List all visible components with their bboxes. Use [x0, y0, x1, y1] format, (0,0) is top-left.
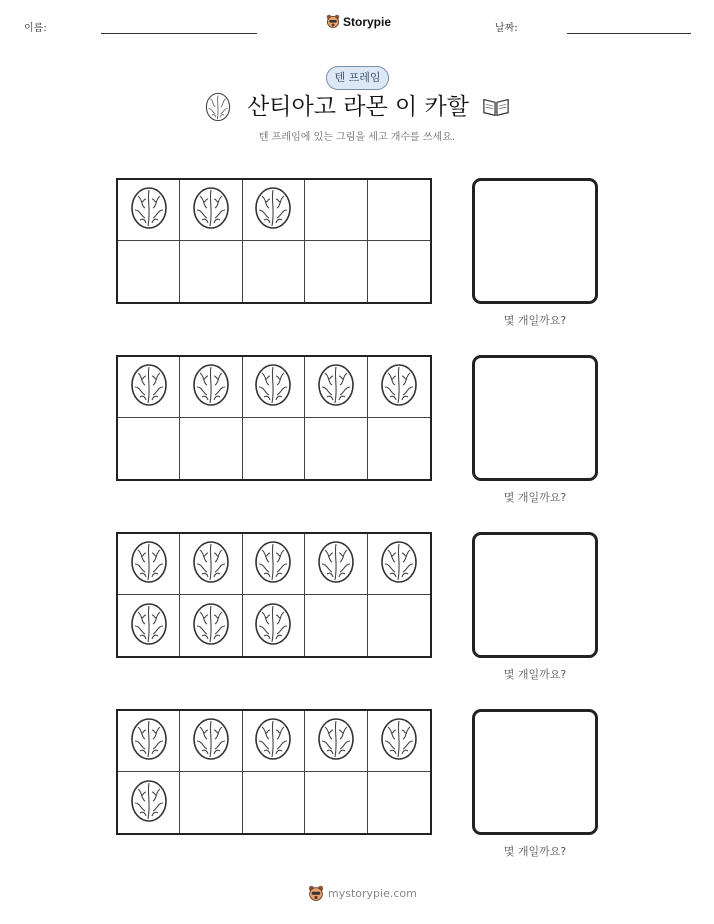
frame-cell [305, 418, 367, 479]
answer-box-1[interactable] [472, 178, 598, 304]
frame-cell [305, 772, 367, 833]
instructions: 텐 프레임에 있는 그림을 세고 개수를 쓰세요. [258, 132, 456, 143]
frame-cell [305, 357, 367, 418]
frame-cell [243, 418, 305, 479]
frame-cell [368, 711, 430, 772]
ten-frame-3 [116, 532, 432, 658]
frame-cell [180, 418, 242, 479]
answer-box-3[interactable] [472, 532, 598, 658]
frame-cell [118, 357, 180, 418]
name-label: 이름: [24, 23, 47, 34]
frame-cell [180, 180, 242, 241]
ten-frame-4 [116, 709, 432, 835]
answer-label-4: 몇 개일까요? [503, 845, 567, 858]
brain-icon [253, 186, 293, 234]
frame-cell [305, 711, 367, 772]
frame-cell [118, 241, 180, 302]
brain-icon [204, 92, 232, 122]
frame-cell [305, 241, 367, 302]
brain-icon [253, 717, 293, 765]
frame-cell [180, 595, 242, 656]
brain-icon [129, 186, 169, 234]
frame-cell [118, 180, 180, 241]
footer [308, 885, 417, 902]
brain-icon [191, 363, 231, 411]
brain-icon [379, 540, 419, 588]
frame-cell [118, 534, 180, 595]
frame-cell [180, 711, 242, 772]
answer-box-4[interactable] [472, 709, 598, 835]
frame-cell [118, 595, 180, 656]
answer-label-2: 몇 개일까요? [503, 491, 567, 504]
frame-cell [243, 595, 305, 656]
frame-cell [368, 241, 430, 302]
frame-cell [243, 772, 305, 833]
brain-icon [129, 363, 169, 411]
brand-name: Storypie [343, 14, 392, 29]
frame-cell [118, 711, 180, 772]
brain-icon [129, 717, 169, 765]
frame-cell [180, 241, 242, 302]
brain-icon [253, 602, 293, 650]
date-line[interactable] [567, 33, 691, 34]
brain-icon [191, 602, 231, 650]
brain-icon [191, 540, 231, 588]
frame-cell [368, 180, 430, 241]
name-line[interactable] [101, 33, 257, 34]
brain-icon [253, 540, 293, 588]
mascot-icon [326, 14, 340, 29]
frame-cell [180, 534, 242, 595]
ten-frame-2 [116, 355, 432, 481]
brand-logo [326, 14, 391, 29]
brain-icon [129, 602, 169, 650]
answer-label-1: 몇 개일까요? [503, 314, 567, 327]
frame-cell [368, 595, 430, 656]
brain-icon [191, 717, 231, 765]
frame-cell [243, 534, 305, 595]
frame-cell [118, 772, 180, 833]
frame-cell [368, 357, 430, 418]
answer-label-3: 몇 개일까요? [503, 668, 567, 681]
brain-icon [191, 186, 231, 234]
mascot-icon [308, 885, 324, 902]
frame-cell [243, 241, 305, 302]
frame-cell [180, 772, 242, 833]
frame-cell [243, 357, 305, 418]
ten-frame-1 [116, 178, 432, 304]
brain-icon [379, 717, 419, 765]
page-title: 산티아고 라몬 이 카할 [247, 94, 469, 120]
frame-cell [305, 595, 367, 656]
frame-cell [243, 711, 305, 772]
brain-icon [379, 363, 419, 411]
frame-cell [368, 772, 430, 833]
footer-url: mystorypie.com [328, 887, 417, 900]
answer-box-2[interactable] [472, 355, 598, 481]
frame-cell [368, 418, 430, 479]
topic-badge: 텐 프레임 [326, 66, 389, 90]
frame-cell [243, 180, 305, 241]
brain-icon [129, 540, 169, 588]
brain-icon [316, 717, 356, 765]
date-label: 날짜: [495, 23, 518, 34]
frame-cell [305, 534, 367, 595]
brain-icon [253, 363, 293, 411]
frame-cell [305, 180, 367, 241]
frame-cell [180, 357, 242, 418]
brain-icon [316, 540, 356, 588]
book-icon [482, 96, 510, 118]
brain-icon [316, 363, 356, 411]
frame-cell [118, 418, 180, 479]
frame-cell [368, 534, 430, 595]
brain-icon [129, 779, 169, 827]
